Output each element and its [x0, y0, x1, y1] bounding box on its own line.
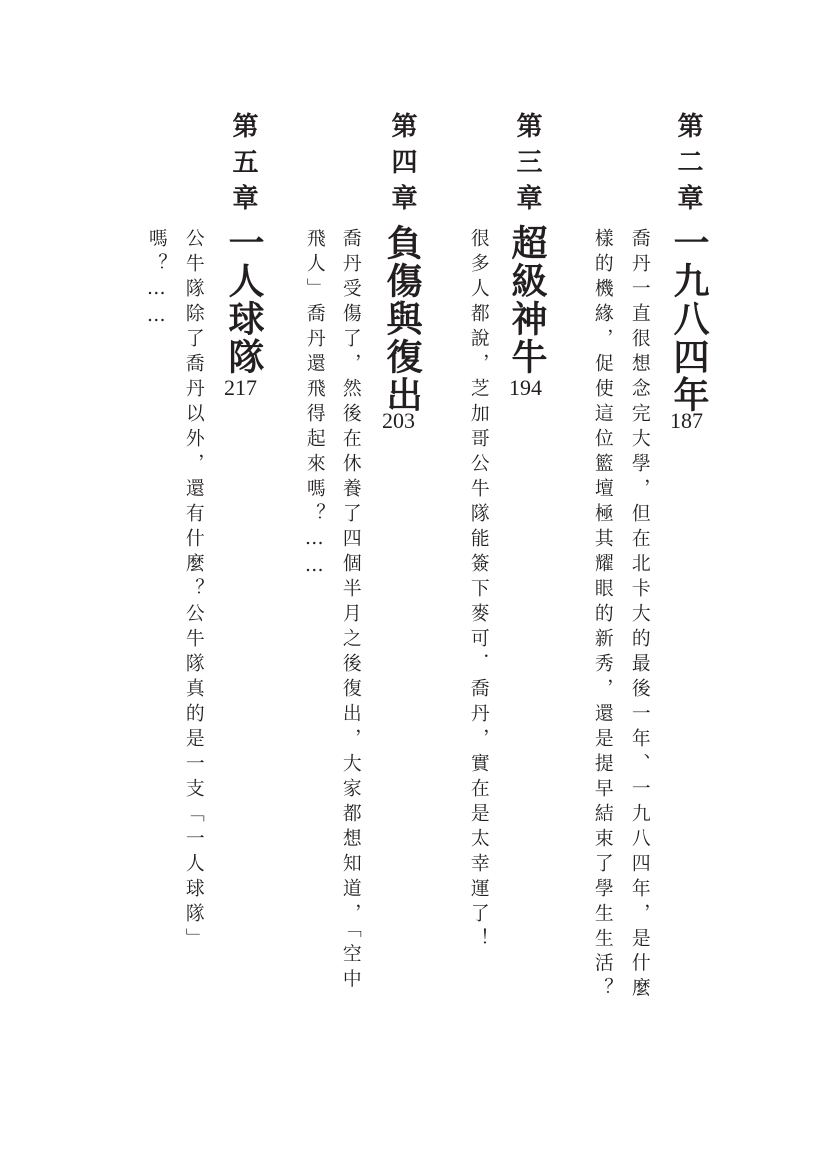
chapter-summary-line: 很多人都說，芝加哥公牛隊能簽下麥可．喬丹，實在是太幸運了！	[467, 228, 489, 953]
chapter-title: 超級神牛	[506, 224, 547, 376]
page-number: 194	[509, 375, 542, 400]
chapter-label: 第四章	[387, 112, 417, 220]
chapter-label: 第二章	[673, 112, 703, 220]
chapter-summary-line: 飛人」喬丹還飛得起來嗎？……	[303, 228, 325, 583]
chapter-label: 第五章	[228, 112, 258, 220]
chapter-summary-line: 公牛隊除了喬丹以外，還有什麼？公牛隊真的是一支「一人球隊」	[182, 228, 204, 953]
chapter-5-entry	[0, 0, 264, 1173]
chapter-summary-line: 樣的機緣，促使這位籃壇極其耀眼的新秀，還是提早結束了學生生活？	[591, 228, 613, 1003]
chapter-summary-line: 喬丹一直很想念完大學，但在北卡大的最後一年、一九八四年，是什麼	[628, 228, 650, 1003]
page-number: 187	[670, 408, 703, 433]
chapter-summary-line: 喬丹受傷了，然後在休養了四個半月之後復出，大家都想知道，「空中	[339, 228, 361, 994]
page-number: 217	[224, 375, 257, 400]
page-number: 203	[382, 408, 415, 433]
chapter-label: 第三章	[512, 112, 542, 220]
chapter-title: 一人球隊	[223, 224, 264, 376]
chapter-title: 一九八四年	[668, 224, 709, 414]
chapter-title: 負傷與復出	[381, 224, 422, 414]
chapter-summary-line: 嗎？……	[145, 228, 167, 333]
